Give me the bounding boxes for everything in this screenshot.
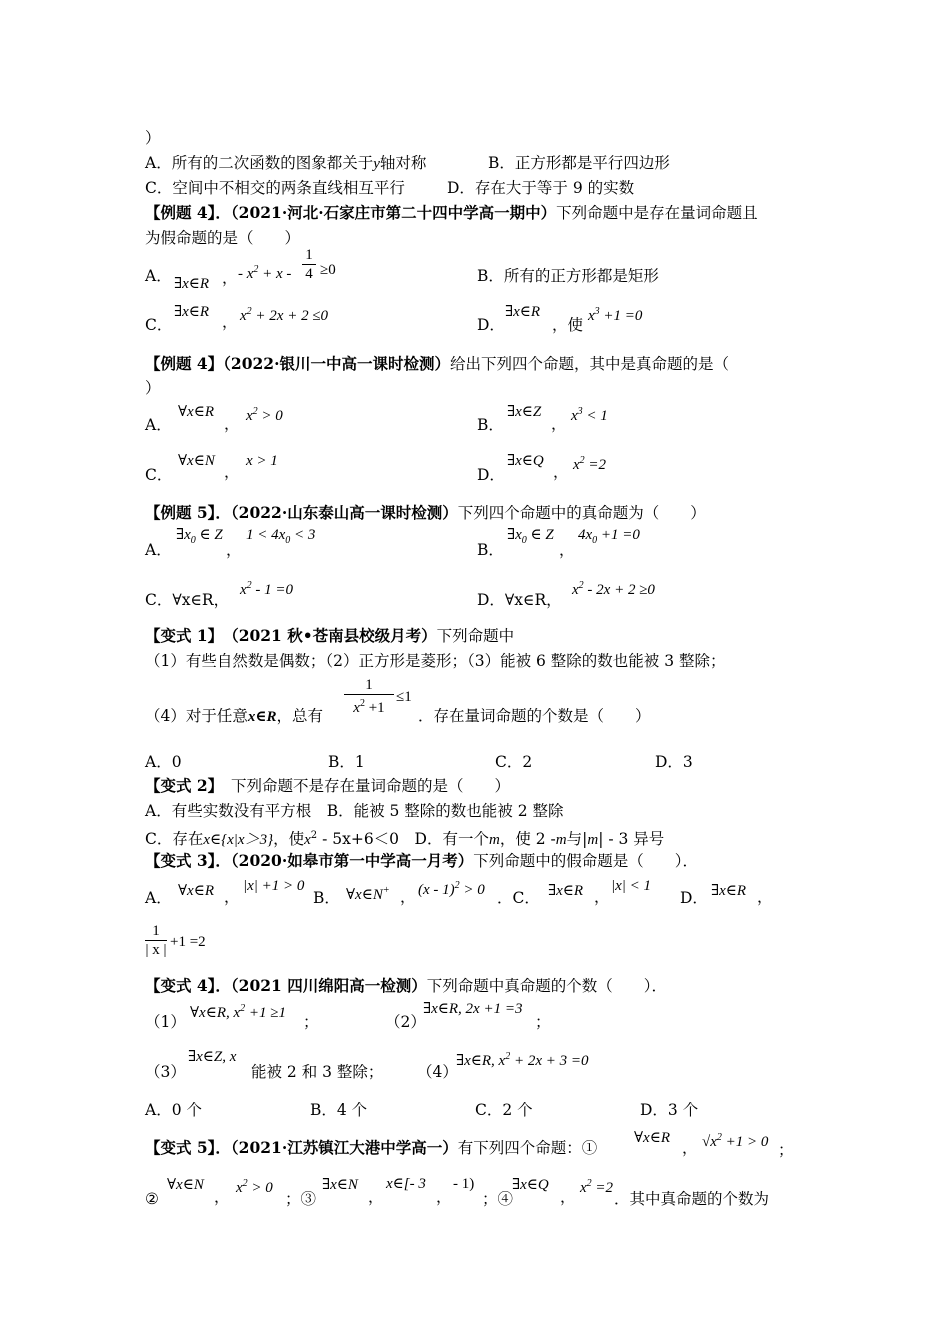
variant-3-option-d-quantifier: ∃x∈R [711,883,747,899]
ex4b-option-b-label: B． [477,416,504,434]
variant-1-option-c: C．2 [495,753,533,771]
option-a: A．所有的二次函数的图象都关于y轴对称 [145,154,427,172]
example-4a-stem: 为假命题的是（ ） [145,229,301,247]
ex4b-option-a-expr: $x^2 > 0$ [246,406,283,424]
variant-4-item-2-expr: ∃x∈R, 2x +1 =3 [423,1001,523,1017]
ex4a-option-c-sep: ， [222,313,238,331]
example-4a-heading: 【例题 4】．（2021·河北·石家庄市第二十四中学高一期中）下列命题中是存在量词命题且 [145,203,758,222]
variant-3-heading: 【变式 3】．（2020·如皋市第一中学高一月考）下列命题中的假命题是（ ）． [145,851,698,870]
variant-4-item-1-expr: ∀x∈R, $x^2 +1 \ge 1$ [190,1003,286,1021]
variant-3-option-b-expr: (x - 1)$^2$ > 0 [418,880,485,898]
variant-4-option-d: D．3 个 [640,1101,699,1119]
variant-3-option-b-sep: ， [400,888,416,906]
variant-5-s3-sep: ， [368,1188,384,1206]
variant-3-option-a-expr: |x| +1 > 0 [243,878,305,894]
example-4b-stem-end: ） [145,379,161,397]
ex4b-option-b-expr: $x^3 < 1$ [571,406,608,424]
ex5-option-a-expr: $1 < 4x_0 < 3$ [246,527,316,546]
variant-3-option-c-expr: |x| < 1 [611,878,652,894]
variant-4-item-4-expr: ∃x∈R, $x^2 + 2x + 3 =0$ [456,1051,589,1069]
variant-5-heading: 【变式 5】．（2021·江苏镇江大港中学高一）有下列四个命题：① [145,1138,598,1157]
ex5-option-b-expr: $4x_0 +1 =0$ [578,527,640,546]
variant-5-s2-sep: ， [214,1188,230,1206]
variant-3-option-d-fraction: 1 | x | [145,923,167,958]
ex5-option-a-quantifier: $\exists x_0$ ∈ Z [176,527,223,546]
variant-4-item-2-label: （2） [385,1013,426,1031]
variant-5-s1-end: ； [778,1141,794,1159]
ex4b-option-b-sep: ， [551,415,567,433]
variant-4-item-3-tail: 能被 2 和 3 整除； [251,1063,384,1081]
variant-3-option-a-sep: ， [224,888,240,906]
variant-5-s3-comma: ， [436,1188,452,1206]
ex4a-option-a-quantifier: ∃x∈R [174,276,210,292]
ex4b-option-c-expr: x > 1 [246,453,278,469]
variant-5-s4-quantifier: ∃x∈Q [512,1177,549,1193]
variant-4-item-4-label: （4） [417,1063,458,1081]
variant-5-s2-label: ② [145,1190,159,1208]
ex4a-option-a-sep: ， [222,269,238,287]
variant-5-s1-expr: $√x^2 +1 > 0$ [702,1132,769,1150]
variant-5-s3-end: ；④ [482,1190,514,1208]
ex5-option-d-expr: $x^2 - 2x + 2 \ge 0$ [572,580,655,598]
variant-4-option-a: A．0 个 [145,1101,202,1119]
ex4b-option-c-label: C． [145,466,173,484]
variant-2-options-ab: A．有些实数没有平方根 B．能被 5 整除的数也能被 2 整除 [145,802,564,820]
ex5-option-c-expr: $x^2 - 1 =0$ [240,580,294,598]
closing-paren: ） [145,129,161,147]
ex4b-option-a-label: A． [145,416,172,434]
variant-3-option-c-quantifier: ∃x∈R [548,883,584,899]
ex5-option-b-sep: ， [559,541,575,559]
variant-3-option-c-sep: ， [594,888,610,906]
variant-1-fraction: 1 $x^2 +1$ [344,676,394,717]
variant-5-s4-end: ．其中真命题的个数为 [614,1190,770,1208]
variant-1-option-b: B．1 [328,753,365,771]
variant-4-item-1-end: ； [303,1013,319,1031]
ex4a-option-a-fraction: 1 4 [302,246,316,283]
variant-5-s4-sep: ， [560,1188,576,1206]
ex4a-option-d-expr: $x^3 +1 =0$ [588,306,643,324]
variant-5-s3-expr: x∈[- 3 [386,1176,426,1192]
variant-5-s3-tail: - 1) [453,1176,475,1192]
ex4a-option-b: B．所有的正方形都是矩形 [477,267,659,285]
example-5-heading: 【例题 5】．（2022·山东泰山高一课时检测）下列四个命题中的真命题为（ ） [145,503,706,522]
ex4b-option-b-quantifier: ∃x∈Z [507,404,542,420]
variant-5-s2-expr: $x^2 > 0$ [236,1178,273,1196]
variant-3-option-d-tail: +1 =2 [170,934,206,950]
ex4a-option-d-quantifier: ∃x∈R [505,304,541,320]
variant-4-item-3-label: （3） [145,1063,186,1081]
option-c: C．空间中不相交的两条直线相互平行 [145,179,405,197]
ex4b-option-c-sep: ， [224,463,240,481]
ex4a-option-c-expr: $x^2 + 2x + 2 \le 0$ [240,306,329,324]
ex4a-option-c-label: C． [145,316,173,334]
ex4a-option-a-expr: - $x^2 + x$ - [238,264,292,282]
ex5-option-a-sep: ， [226,541,242,559]
variant-1-items: （1）有些自然数是偶数；（2）正方形是菱形；（3）能被 6 整除的数也能被 3 整除； [145,652,726,670]
variant-4-heading: 【变式 4】．（2021 四川绵阳高一检测）下列命题中真命题的个数（ ）． [145,976,667,995]
variant-5-s1-quantifier: ∀x∈R [634,1130,670,1146]
option-d: D．存在大于等于 9 的实数 [447,179,635,197]
variant-1-heading: 【变式 1】 （2021 秋•苍南县校级月考）下列命题中 [145,626,515,645]
ex4b-option-c-quantifier: ∀x∈N [178,453,215,469]
variant-2-options-cd: C．存在x∈{x|x＞3}，使$x^2 - 5x+6<0$ D．有一个m，使 2 -m与|m| - 3 异号 [145,830,665,849]
variant-5-s2-quantifier: ∀x∈N [167,1177,204,1193]
ex4b-option-d-sep: ， [553,463,569,481]
variant-3-option-a-quantifier: ∀x∈R [178,883,214,899]
ex5-option-d-label: D．∀x∈R， [477,591,562,609]
ex4a-option-d-sep: ，使 [552,316,584,334]
ex4b-option-a-quantifier: ∀x∈R [178,404,214,420]
variant-4-item-3-expr: ∃x∈Z, x [188,1049,237,1065]
variant-1-question: ．存在量词命题的个数是（ ） [418,707,651,725]
variant-3-option-b-label: B． [313,889,340,907]
variant-5-s1-sep: ， [682,1139,698,1157]
variant-3-option-b-quantifier: ∀x∈N+ [346,885,390,903]
variant-4-option-c: C．2 个 [475,1101,533,1119]
ex4a-option-a-rel: ≥0 [320,262,336,278]
ex5-option-b-label: B． [477,541,504,559]
ex4b-option-a-sep: ， [224,415,240,433]
variant-1-option-d: D．3 [655,753,693,771]
variant-3-option-c-label: ．C． [497,889,540,907]
ex4a-option-d-label: D． [477,316,505,334]
variant-2-heading: 【变式 2】 下列命题不是存在量词命题的是（ ） [145,776,510,795]
ex4a-option-a-label: A． [145,267,172,285]
ex5-option-b-quantifier: $\exists x_0$ ∈ Z [507,527,554,546]
example-4b-heading: 【例题 4】（2022·银川一中高一课时检测）给出下列四个命题，其中是真命题的是（ [145,354,729,373]
variant-3-option-d-sep: ， [757,888,773,906]
ex5-option-c-label: C．∀x∈R， [145,591,230,609]
variant-1-option-a: A．0 [145,753,182,771]
variant-3-option-d-label: D． [680,889,708,907]
ex4b-option-d-label: D． [477,466,505,484]
variant-5-s4-expr: $x^2 =2$ [580,1178,614,1196]
variant-4-option-b: B．4 个 [310,1101,368,1119]
variant-5-s2-end: ；③ [285,1190,317,1208]
variant-4-item-2-end: ； [535,1013,551,1031]
ex4b-option-d-quantifier: ∃x∈Q [507,453,544,469]
ex5-option-a-label: A． [145,541,172,559]
variant-3-option-a-label: A． [145,889,172,907]
variant-1-item-4: （4）对于任意x∈R，总有 [145,707,323,725]
ex4b-option-d-expr: $x^2 =2$ [573,455,607,473]
ex4a-option-c-quantifier: ∃x∈R [174,304,210,320]
variant-4-item-1-label: （1） [145,1013,186,1031]
variant-5-s3-quantifier: ∃x∈N [322,1177,358,1193]
variant-1-relation: ≤1 [396,689,412,705]
option-b: B．正方形都是平行四边形 [488,154,670,172]
